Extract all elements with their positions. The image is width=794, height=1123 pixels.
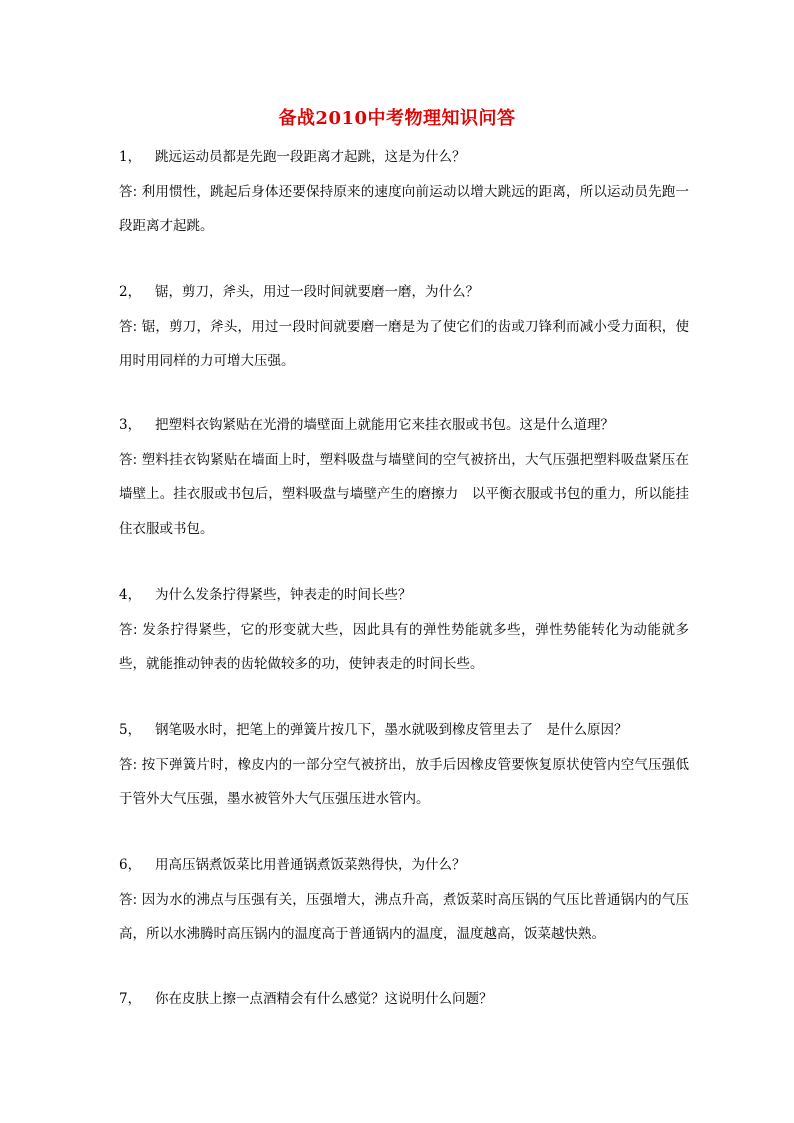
qa-item-4 bbox=[119, 578, 689, 682]
answer-6: 答: 因为水的沸点与压强有关，压强增大，沸点升高，煮饭菜时高压锅的气压比普通锅内的气压高，所以水沸腾时高压锅内的温度高于普通锅内的温度，温度越高，饭菜越快熟。 bbox=[119, 891, 689, 942]
question-number-2: 2， bbox=[119, 284, 142, 300]
question-text-7: 你在皮肤上擦一点酒精会有什么感觉？这说明什么问题？ bbox=[155, 991, 493, 1007]
question-text-2: 锯，剪刀，斧头，用过一段时间就要磨一磨，为什么？ bbox=[155, 284, 479, 300]
qa-item-1 bbox=[119, 140, 689, 244]
document-title: 备战2010中考物理知识问答 bbox=[278, 108, 516, 129]
qa-item-6 bbox=[119, 848, 689, 952]
qa-item-3 bbox=[119, 408, 689, 546]
qa-item-7 bbox=[119, 982, 689, 1017]
question-3 bbox=[119, 408, 689, 443]
question-number-5: 5， bbox=[119, 722, 142, 738]
question-text-6: 用高压锅煮饭菜比用普通锅煮饭菜熟得快，为什么？ bbox=[155, 857, 466, 873]
question-text-5: 钢笔吸水时，把笔上的弹簧片按几下，墨水就吸到橡皮管里去了 是什么原因？ bbox=[155, 722, 628, 738]
question-4 bbox=[119, 578, 689, 613]
question-number-3: 3， bbox=[119, 417, 142, 433]
answer-4: 答: 发条拧得紧些，它的形变就大些，因此具有的弹性势能就多些，弹性势能转化为动能就多些，就能推动钟表的齿轮做较多的功，使钟表走的时间长些。 bbox=[119, 621, 689, 672]
qa-item-2 bbox=[119, 275, 689, 379]
question-text-4: 为什么发条拧得紧些，钟表走的时间长些？ bbox=[155, 587, 412, 603]
question-6 bbox=[119, 848, 689, 883]
question-5 bbox=[119, 713, 689, 748]
question-text-1: 跳远运动员都是先跑一段距离才起跳，这是为什么？ bbox=[155, 149, 466, 165]
question-number-6: 6， bbox=[119, 857, 142, 873]
qa-item-5 bbox=[119, 713, 689, 817]
answer-5: 答: 按下弹簧片时，橡皮内的一部分空气被挤出，放手后因橡皮管要恢复原状使管内空气压强低于管外大气压强，墨水被管外大气压强压进水管内。 bbox=[119, 756, 689, 807]
question-number-4: 4， bbox=[119, 587, 142, 603]
question-7 bbox=[119, 982, 689, 1017]
answer-3: 答: 塑料挂衣钩紧贴在墙面上时，塑料吸盘与墙壁间的空气被挤出，大气压强把塑料吸盘紧压在墙壁上。挂衣服或书包后，塑料吸盘与墙壁产生的磨擦力 以平衡衣服或书包的重力，所以能挂住衣服或书包。 bbox=[119, 451, 689, 537]
question-number-7: 7， bbox=[119, 991, 142, 1007]
question-2 bbox=[119, 275, 689, 310]
question-1 bbox=[119, 140, 689, 175]
answer-1: 答: 利用惯性，跳起后身体还要保持原来的速度向前运动以增大跳远的距离，所以运动员先跑一段距离才起跳。 bbox=[119, 183, 689, 234]
question-text-3: 把塑料衣钩紧贴在光滑的墙壁面上就能用它来挂衣服或书包。这是什么道理？ bbox=[155, 417, 614, 433]
question-number-1: 1， bbox=[119, 149, 142, 165]
answer-2: 答: 锯，剪刀，斧头，用过一段时间就要磨一磨是为了使它们的齿或刀锋利而减小受力面积，使用时用同样的力可增大压强。 bbox=[119, 318, 689, 369]
